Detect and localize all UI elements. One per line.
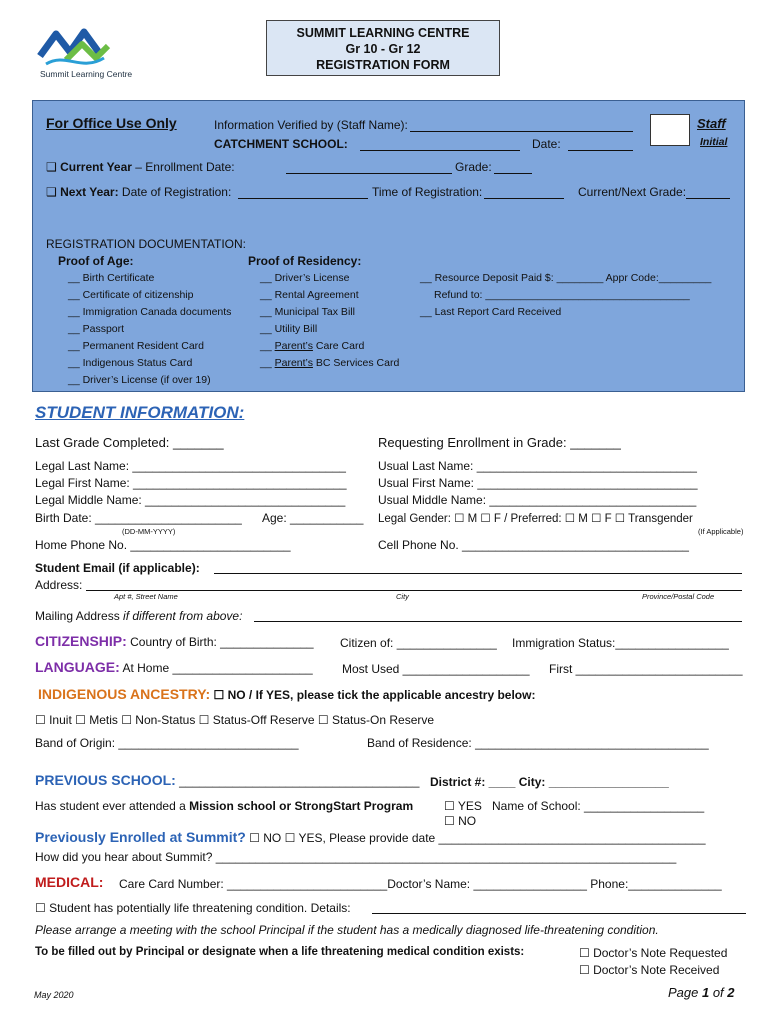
age-field[interactable]: Age: ___________ <box>262 511 364 525</box>
age-item: __ Driver’s License (if over 19) <box>68 374 211 386</box>
staff-label: Staff <box>697 116 726 131</box>
office-date-label: Date: <box>532 137 561 151</box>
checkbox-icon[interactable]: ❑ <box>46 160 57 174</box>
deposit-line: __ Resource Deposit Paid $: ________ Appr Code:_________ <box>420 272 712 284</box>
header-line3: REGISTRATION FORM <box>316 58 450 72</box>
initial-label: Initial <box>700 136 728 148</box>
previous-school-label: PREVIOUS SCHOOL: <box>35 772 176 788</box>
doctor-note-requested-checkbox[interactable]: ☐ Doctor’s Note Requested <box>579 946 728 960</box>
enrolled-options[interactable]: ☐ NO ☐ YES, Please provide date ________________________________________ <box>245 831 706 845</box>
logo-caption: Summit Learning Centre <box>40 69 133 79</box>
mailing-address-label: Mailing Address if different from above: <box>35 609 243 623</box>
principal-note: To be filled out by Principal or designate when a life threatening medical condition exists: <box>35 946 525 958</box>
page-number: Page 1 of 2 <box>668 985 735 1000</box>
attended-no-checkbox[interactable]: ☐ NO <box>444 814 477 828</box>
address-label: Address: <box>35 578 83 592</box>
proof-residency-label: Proof of Residency: <box>248 254 362 268</box>
staff-initial-box[interactable] <box>650 114 690 146</box>
usual-last-name-field[interactable]: Usual Last Name: _________________________________ <box>378 459 697 473</box>
header-line1: SUMMIT LEARNING CENTRE <box>296 26 470 40</box>
enrolled-label: Previously Enrolled at Summit? <box>35 829 246 845</box>
checkbox-icon[interactable]: ❑ <box>46 185 57 199</box>
indigenous-row <box>38 686 535 702</box>
age-item: __ Indigenous Status Card <box>68 357 193 369</box>
next-year-label: Next Year: <box>60 185 119 199</box>
country-birth-field[interactable]: Country of Birth: ______________ <box>130 635 314 649</box>
province-caption: Province/Postal Code <box>642 592 715 601</box>
last-grade-field[interactable]: Last Grade Completed: _______ <box>35 435 224 450</box>
grade-label: Grade: <box>455 160 492 174</box>
residency-item: __ Rental Agreement <box>260 289 359 301</box>
citizenship-label: CITIZENSHIP: <box>35 633 127 649</box>
residency-item: __ Municipal Tax Bill <box>260 306 355 318</box>
current-next-grade-label: Current/Next Grade: <box>578 185 687 199</box>
previous-school-field[interactable]: ____________________________________ <box>175 774 420 788</box>
age-item: __ Permanent Resident Card <box>68 340 204 352</box>
office-use-title: For Office Use Only <box>46 115 177 131</box>
age-item: __ Certificate of citizenship <box>68 289 194 301</box>
last-report-line: __ Last Report Card Received <box>420 306 562 318</box>
requesting-grade-field[interactable]: Requesting Enrollment in Grade: _______ <box>378 435 621 450</box>
citizen-of-field[interactable]: Citizen of: _______________ <box>340 636 497 650</box>
date-format-hint: (DD-MM-YYYY) <box>122 527 176 536</box>
student-email-label: Student Email (if applicable): <box>35 561 200 575</box>
next-year-row[interactable] <box>46 185 231 199</box>
how-heard-field[interactable]: How did you hear about Summit? _____________________________________________________________________ <box>35 850 677 864</box>
ancestry-options[interactable]: ☐ Inuit ☐ Metis ☐ Non-Status ☐ Status-Off Reserve ☐ Status-On Reserve <box>35 713 435 727</box>
medical-label: MEDICAL: <box>35 874 104 890</box>
birth-date-field[interactable]: Birth Date: ______________________ <box>35 511 242 525</box>
language-most-used-field[interactable]: Most Used ___________________ <box>342 662 530 676</box>
band-origin-field[interactable]: Band of Origin: ___________________________ <box>35 736 299 750</box>
usual-middle-name-field[interactable]: Usual Middle Name: _______________________________ <box>378 493 697 507</box>
band-residence-field[interactable]: Band of Residence: ___________________________________ <box>367 736 709 750</box>
life-threatening-checkbox[interactable]: ☐ Student has potentially life threatening condition. Details: <box>35 901 351 915</box>
school-name-field[interactable]: Name of School: __________________ <box>492 799 705 813</box>
legal-middle-name-field[interactable]: Legal Middle Name: ______________________________ <box>35 493 346 507</box>
header-line2: Gr 10 - Gr 12 <box>345 42 421 56</box>
if-applicable-hint: (If Applicable) <box>698 527 744 536</box>
current-year-label: Current Year <box>60 160 132 174</box>
attended-yes-checkbox[interactable]: ☐ YES <box>444 799 482 813</box>
age-item: __ Birth Certificate <box>68 272 155 284</box>
age-item: __ Passport <box>68 323 125 335</box>
city-caption: City <box>396 592 409 601</box>
home-phone-field[interactable]: Home Phone No. ________________________ <box>35 538 291 552</box>
legal-first-name-field[interactable]: Legal First Name: ________________________________ <box>35 476 347 490</box>
immigration-status-field[interactable]: Immigration Status:_________________ <box>512 636 729 650</box>
residency-item: __ Parent’s Care Card <box>260 340 365 352</box>
residency-item: __ Parent’s BC Services Card <box>260 357 400 369</box>
legal-last-name-field[interactable]: Legal Last Name: ________________________________ <box>35 459 346 473</box>
age-item: __ Immigration Canada documents <box>68 306 232 318</box>
citizenship-row <box>35 633 314 649</box>
indigenous-no-option[interactable]: ☐ NO / If YES, please tick the applicable ancestry below: <box>210 688 536 702</box>
residency-item: __ Utility Bill <box>260 323 318 335</box>
language-home-field[interactable]: At Home _____________________ <box>122 661 313 675</box>
doctor-note-received-checkbox[interactable]: ☐ Doctor’s Note Received <box>579 963 720 977</box>
language-row <box>35 659 313 675</box>
enrolled-row <box>35 829 706 845</box>
usual-first-name-field[interactable]: Usual First Name: _________________________________ <box>378 476 698 490</box>
registration-date-label: Date of Registration: <box>118 185 232 199</box>
form-header <box>266 20 500 76</box>
medical-row <box>35 874 103 890</box>
refund-line: Refund to: ___________________________________ <box>434 289 690 301</box>
care-card-field[interactable]: Care Card Number: ________________________Doctor’s Name: _________________ Phone:______________ <box>119 877 722 891</box>
gender-field[interactable]: Legal Gender: ☐ M ☐ F / Preferred: ☐ M ☐ F ☐ Transgender <box>378 513 693 525</box>
verified-by-label: Information Verified by (Staff Name): <box>214 118 408 132</box>
previous-school-row <box>35 772 419 788</box>
indigenous-label: INDIGENOUS ANCESTRY: <box>38 686 211 702</box>
residency-item: __ Driver’s License <box>260 272 350 284</box>
catchment-label: CATCHMENT SCHOOL: <box>214 137 348 151</box>
attended-question: Has student ever attended a Mission school or StrongStart Program <box>35 799 414 813</box>
student-info-heading: STUDENT INFORMATION: <box>35 403 245 422</box>
time-registration-label: Time of Registration: <box>372 185 483 199</box>
district-city-field[interactable]: District #: ____ City: __________________ <box>430 775 669 789</box>
proof-age-label: Proof of Age: <box>58 254 134 268</box>
apt-caption: Apt #, Street Name <box>114 592 178 601</box>
language-first-field[interactable]: First _________________________ <box>549 662 743 676</box>
current-year-row[interactable] <box>46 160 235 174</box>
arrange-meeting-note: Please arrange a meeting with the school Principal if the student has a medically diagnosed life-threatening condition. <box>35 923 659 937</box>
language-label: LANGUAGE: <box>35 659 120 675</box>
footer-date: May 2020 <box>34 990 74 1000</box>
reg-doc-label: REGISTRATION DOCUMENTATION: <box>46 237 246 251</box>
cell-phone-field[interactable]: Cell Phone No. __________________________________ <box>378 538 689 552</box>
enroll-date-label: – Enrollment Date: <box>131 160 235 174</box>
